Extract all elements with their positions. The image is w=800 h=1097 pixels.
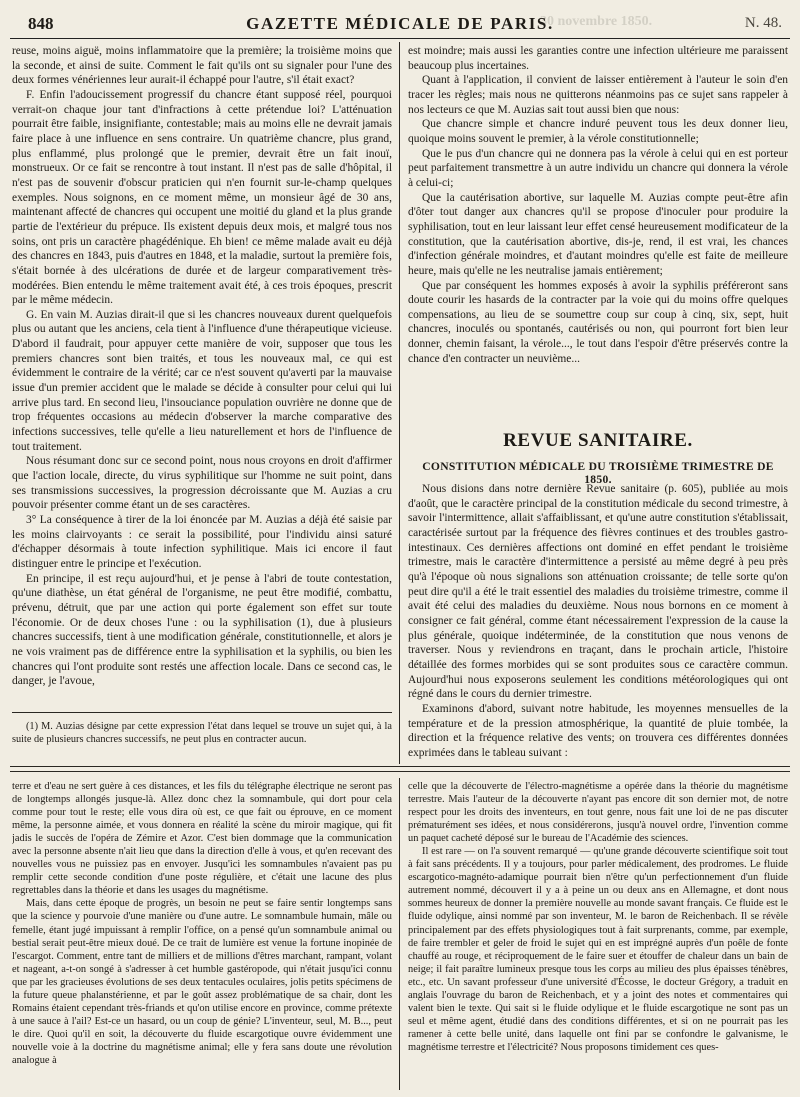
feuilleton-paragraph: Il est rare — on l'a souvent remarqué — qu'une grande découverte scientifique soit tout à fait sans précédents. Il y a toujours, pour parler médicalement, des prodromes. Le fluide escargotico-magnéto-adamique pourrait bien n'être qu'un perfectionnement d'un fluide autrement nommé, découvert il y a à peine un ou deux ans en Allemagne, et dont nous sommes heureux de donner la première nouvelle au monde savant français. Ce fluide est le fluide odylique, ainsi nommé par son inventeur, M. le baron de Reichenbach. Il se révèle principalement par des effets physiologiques tout à fait surprenants, comme, par exemple, de faire trembler et geler de froid le sujet qui en est imprégné auprès d'un poêle de fonte chauffé au rouge, et réciproquement de le faire suer et étouffer de chaleur dans un bain de neige; il fait paraître lumineux presque tous les corps au milieu des plus épaisses ténèbres, etc., etc. Un savant professeur d'une université d'Écosse, le docteur Grégory, a traduit en anglais l'ouvrage du baron de Reichenbach, et y a joint des notes et commentaires qui valent bien le texte. Qui sait si le fluide odylique et le fluide escargotique ne sont pas un seul et même agent, étudié dans des conditions différentes, et si on ne pourrait pas les ramener à cette belle unité, dans laquelle ont fini par se confondre le galvanisme, le magnétisme terrestre et l'électricité? Nous proposons timidement ces ques- — [408, 846, 788, 1053]
article-paragraph: Que chancre simple et chancre induré peuvent tous les deux donner lieu, quoique moins souvent le premier, à la vérole constitutionnelle; — [408, 118, 788, 145]
feuilleton-rule — [10, 766, 790, 767]
article-paragraph: Nous disions dans notre dernière Revue sanitaire (p. 605), publiée au mois d'août, que le caractère principal de la constitution médicale du second trimestre, à savoir l'intermittence, allait s'affaiblissant, et qu'une autre constitution s'établissait, caractérisée surtout par la fréquence des fièvres continues et des troubles gastro-intestinaux. Ces dernières affections ont dominé en effet pendant le troisième trimestre, mais le caractère d'intermittence a persisté au même degré à peu près qu'à l'époque où nous signalions son atténuation croissante; de telle sorte qu'on peut dire qu'il a été le trait essentiel des maladies du troisième trimestre, comme il avait été celui des maladies du deuxième. Nous nous bornons en ce moment à consigner ce fait général, comme étant nécessairement l'expression de la cause la plus générale, quoique indéterminée, de la constitution que nous venons de traverser. Nous y reviendrons en traçant, dans le prochain article, l'histoire détaillée des formes morbides qui se sont produites sous ce caractère commun. Aujourd'hui nous exposerons seulement les conditions météorologiques qui ont régné dans le cours du dernier trimestre. — [408, 483, 788, 701]
upper-left-column — [12, 44, 392, 708]
lower-left-column — [12, 780, 392, 1092]
article-paragraph: Nous résumant donc sur ce second point, nous nous croyons en droit d'affirmer que l'action locale, directe, du virus syphilitique sur l'homme ne suit point, dans ses transmissions successives, la progression décroissante que M. Auzias a cru pouvoir présenter comme étant un de ses caractères. — [12, 455, 392, 512]
issue-number: N. 48. — [744, 15, 782, 31]
column-divider — [399, 42, 400, 764]
revue-sanitaire-column — [408, 482, 788, 764]
section-subtitle: CONSTITUTION MÉDICALE DU TROISIÈME TRIMESTRE DE 1850. — [422, 460, 774, 486]
article-paragraph: Que le pus d'un chancre qui ne donnera pas la vérole à celui qui en est porteur peut parfaitement transmettre à un autre individu un chancre qui donnera la vérole à celui-ci; — [408, 147, 788, 189]
article-paragraph: Que la cautérisation abortive, sur laquelle M. Auzias compte peut-être afin d'ôter tout danger aux chancres qu'il se propose d'inoculer pour produire la syphilisation, tout en leur laissant leur effet censé heureusement modificateur de la constitution, que la cautérisation abortive, dis-je, rend, il est vrai, les chances d'infection générale moindres, et d'autant moindres qu'elle est faite de meilleure heure, mais qu'elle ne les neutralise jamais entièrement; — [408, 191, 788, 277]
article-paragraph: En principe, il est reçu aujourd'hui, et je pense à l'abri de toute contestation, qu'une diathèse, un état général de l'organisme, ne peut être modifié, combattu, prévenu, détruit, que par une action qui porte également son effet sur toute l'économie. Or de deux choses l'une : ou la syphilisation (1), due à plusieurs chancres successifs, tient à une modification générale, constitutionnelle, et alors je ne vois vraiment pas de différence entre la syphilisation et la syphilis, ou bien les chancres qui l'ont produite sont restés une affection locale. Dans ce second cas, le danger, je l'avoue, — [12, 572, 392, 688]
page-number: 848 — [28, 14, 54, 33]
column-divider — [399, 778, 400, 1090]
section-title: REVUE SANITAIRE. — [503, 430, 693, 451]
page-header — [10, 12, 790, 39]
article-paragraph: G. En vain M. Auzias dirait-il que si les chancres nouveaux durent quelquefois plus ou autant que les anciens, cela tient à l'influence d'une thérapeutique vicieuse. D'abord il faudrait, pour appuyer cette manière de voir, supposer que tous les premiers chancres sont bien traités, et tous les nouveaux mal, ce qui est évidemment le contraire de la vérité; car ce n'est souvent qu'averti par la mauvaise issue d'un premier accident que le malade se décide à consulter pour celui qui lui arrive plus tard. En second lieu, l'insouciance population ouvrière ne donne que de trop fréquentes occasions au médecin d'observer la marche comparative des infections successives, telle qu'elle a lieu naturellement et hors de l'influence de tout traitement. — [12, 308, 392, 453]
feuilleton-rule — [10, 771, 790, 772]
feuilleton-paragraph: Mais, dans cette époque de progrès, un besoin ne peut se faire sentir longtemps sans que la science y pourvoie d'une manière ou d'une autre. Le somnambule humain, mâle ou femelle, étant jugé impuissant à remplir l'office, on a pensé qu'un somnambule animal ou bestial serait peut-être mieux doué. De ce trait de lumière est venue la fortune inopinée de l'escargot. Comment, entre tant de milliers et de millions d'êtres marchant, rampant, volant et nageant, a-t-on songé à s'adresser à cet humble gastéropode, qui n'était jusqu'ici connu que par les gracieuses évolutions de ses deux tentacules oculaires, jolis petits spécimens de la future queue phalanstérienne, et par le goût assez problématique de sa chair, dont les Romains étaient cependant très-friands et qu'on utilise encore en province, comme prétexte à une sauce à l'ail? Est-ce un hasard, ou un coup de génie? L'inventeur, seul, M. B..., peut le dire. Quoi qu'il en soit, la découverte du fluide escargotique ouvre évidemment une nouvelle voie à la doctrine du magnétisme animal; elle y fera sans doute une révolution analogue à — [12, 898, 392, 1066]
article-paragraph: Que par conséquent les hommes exposés à avoir la syphilis préféreront sans doute courir les hasards de la contracter par la voie qui du moins offre quelques compensations, au lieu de se soumettre coup sur coup à cinq, six, sept, huit chancres, inoculés ou spontanés, cautérisés ou non, qui pourront fort bien leur donner, chemin faisant, la vérole..., le tout dans l'espoir d'être préservés contre la chance d'en contracter un neuvième... — [408, 279, 788, 365]
article-paragraph: F. Enfin l'adoucissement progressif du chancre étant supposé réel, pourquoi verrait-on chaque jour tant d'infractions à cette prétendue loi? L'atténuation pourrait être faible, insignifiante, contestable; mais au moins elle ne devrait jamais faire place à une influence en sens contraire. Un quatrième chancre, plus grand, plus enflammé, plus prolongé que le premier, devrait être un fait inouï, monstrueux. Or ce fait se rencontre à tout instant. Il n'est pas de salle d'hôpital, il n'est pas de souvenir d'obscur praticien qui n'en fournit sur-le-champ quelques exemples. Nous soignons, en ce moment même, un monsieur âgé de 30 ans, maintenant affecté de chancres qui occupent une moitié du gland et la plus grande partie de l'extérieur du prépuce. Ils existent depuis deux mois, et malgré tous nos soins, ont pris un caractère phagédénique. Eh bien! ce même malade avait eu déjà des chancres en 1843, puis d'autres en 1848, et la maladie, surtout la première fois, s'était bornée à des ulcérations de durée et de largeur comparativement très-modérées. Bien entendu le même traitement avait été, à ces trois époques, prescrit par le même médecin. — [12, 88, 392, 307]
feuilleton-paragraph: celle que la découverte de l'électro-magnétisme a opérée dans la théorie du magnétisme terrestre. Mais l'auteur de la découverte n'ayant pas encore dit son dernier mot, de notre respect pour les droits des inventeurs, en tout genre, nous fait une loi de ne pas discuter prématurément ses idées, et nous considérerons, jusqu'à nouvel ordre, l'invention comme un paquet cacheté déposé sur le bureau de l'Académie des sciences. — [408, 781, 788, 845]
article-paragraph: 3° La conséquence à tirer de la loi énoncée par M. Auzias a déjà été saisie par les moins clairvoyants : ce serait la possibilité, pour l'individu ainsi saturé d'échapper désormais à toute infection syphilitique. Mais ici encore il faut distinguer entre le principe et l'exécution. — [12, 514, 392, 570]
footnote-rule — [12, 712, 392, 713]
article-paragraph: reuse, moins aiguë, moins inflammatoire que la première; la troisième moins que la seconde, et ainsi de suite. Comment le fait qu'ils ont su signaler pour l'une des deux formes vénériennes leur aurait-il échappé pour l'autre, s'il était exact? — [12, 45, 392, 87]
bleed-through-text: 30 novembre 1850. — [540, 14, 653, 29]
upper-right-column — [408, 44, 788, 394]
lower-right-column — [408, 780, 788, 1092]
footnote — [12, 720, 392, 764]
article-paragraph: Examinons d'abord, suivant notre habitude, les moyennes mensuelles de la température et de la pression atmosphérique, la quantité de pluie tombée, la direction et la fréquence relative des vents; on trouvera ces différentes données exprimées dans le tableau suivant : — [408, 702, 788, 759]
footnote-text: (1) M. Auzias désigne par cette expression l'état dans lequel se trouve un sujet qui, à la suite de plusieurs chancres successifs, ne peut plus en contracter aucun. — [12, 721, 392, 745]
feuilleton-paragraph: terre et d'eau ne sert guère à ces distances, et les fils du télégraphe électrique ne seront pas de longtemps allongés jusque-là. Allez donc chez la somnambule, qui dort pour cela comme pour tout le reste; elle vous dira où est, ce que fait ou éprouve, en ce moment même, la personne aimée, et vous donnera en réalité la scène du miroir magique, qui fit jadis le succès de l'opéra de Zémire et Azor. C'est bien dommage que la communication avec la personne absente n'ait lieu que dans la direction d'elle à vous, et qu'en recevant des nouvelles vous ne puissiez pas en envoyer. Jusqu'ici les somnambules n'avaient pas pu remplir cette seconde condition d'une poste régulière, et c'était une lacune des plus regrettables dans la théorie et dans les usages du magnétisme. — [12, 781, 392, 897]
article-paragraph: Quant à l'application, il convient de laisser entièrement à l'auteur le soin d'en tracer les règles; mais nous ne quitterons néanmoins pas ce sujet sans rappeler à nos lecteurs ce que M. Auzias sait tout aussi bien que nous: — [408, 74, 788, 116]
article-paragraph: est moindre; mais aussi les garanties contre une infection ultérieure me paraissent beaucoup plus incertaines. — [408, 45, 788, 72]
journal-title: GAZETTE MÉDICALE DE PARIS. — [246, 14, 554, 33]
